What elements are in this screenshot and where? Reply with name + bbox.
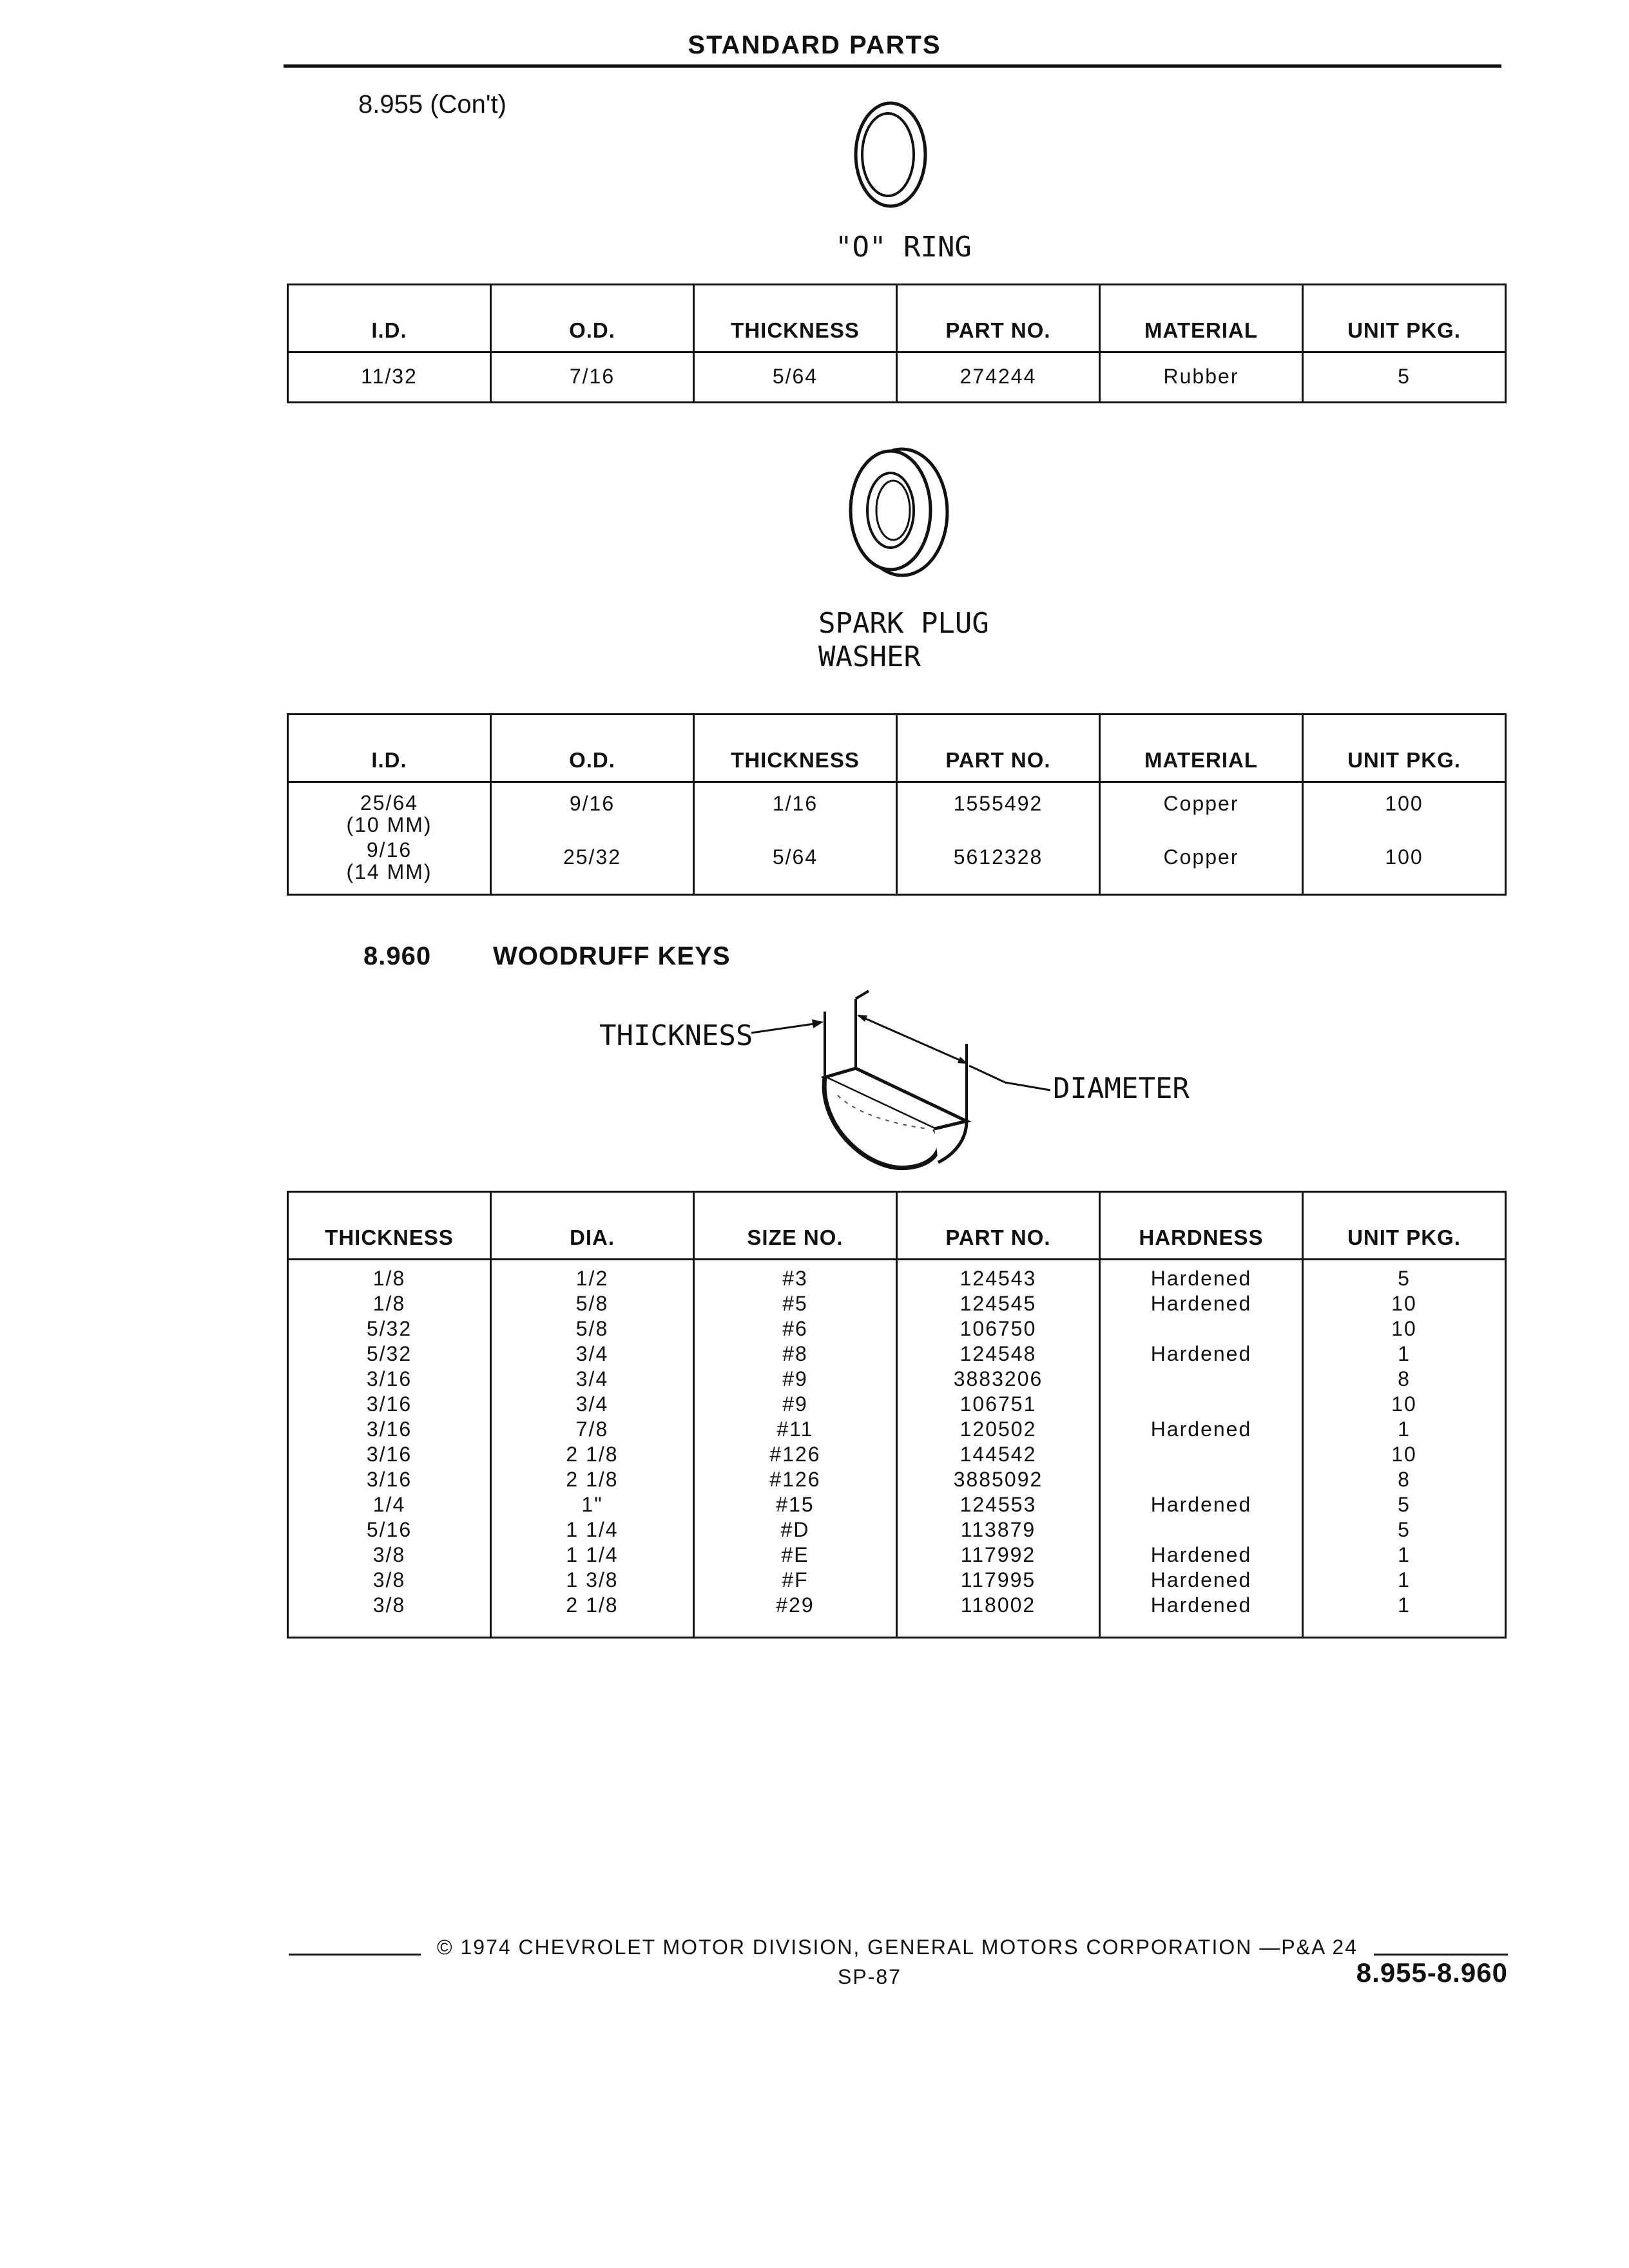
cell-dia: 7/8 — [491, 1417, 694, 1442]
table-row — [288, 1593, 1506, 1638]
cell-size-no: #3 — [694, 1260, 897, 1292]
page-header-title: STANDARD PARTS — [688, 31, 941, 59]
cell-id — [288, 782, 491, 837]
table-row — [288, 1568, 1506, 1593]
section-number: 8.960 — [363, 942, 432, 970]
cell-id — [288, 836, 491, 894]
cell-part-no: 117992 — [897, 1542, 1100, 1568]
cell-hardness: Hardened — [1100, 1417, 1303, 1442]
cell-size-no: #E — [694, 1542, 897, 1568]
cell-part-no: 124543 — [897, 1260, 1100, 1292]
cell-id-note: (14 MM) — [346, 860, 432, 883]
cell-hardness — [1100, 1367, 1303, 1392]
cell-hardness — [1100, 1392, 1303, 1417]
cell-od: 25/32 — [491, 836, 694, 894]
cell-size-no: #F — [694, 1568, 897, 1593]
footer-rule-right — [1374, 1954, 1508, 1956]
cell-thickness: 5/16 — [288, 1517, 491, 1542]
cell-hardness: Hardened — [1100, 1291, 1303, 1316]
cell-size-no: #29 — [694, 1593, 897, 1638]
cell-unit-pkg: 10 — [1303, 1316, 1506, 1341]
table-row — [288, 352, 1506, 403]
cell-size-no: #9 — [694, 1367, 897, 1392]
cell-hardness — [1100, 1442, 1303, 1467]
col-header-id: I.D. — [288, 285, 491, 352]
cell-dia: 1" — [491, 1492, 694, 1517]
cell-dia: 3/4 — [491, 1367, 694, 1392]
cell-part-no: 5612328 — [897, 836, 1100, 894]
table-row — [288, 782, 1506, 837]
col-header-thickness: THICKNESS — [288, 1192, 491, 1260]
spark-plug-washer-illustration — [831, 438, 960, 586]
cell-dia: 3/4 — [491, 1392, 694, 1417]
cell-part-no: 106750 — [897, 1316, 1100, 1341]
table-row — [288, 1442, 1506, 1467]
col-header-hardness: HARDNESS — [1100, 1192, 1303, 1260]
cell-thickness: 1/4 — [288, 1492, 491, 1517]
cell-part-no: 113879 — [897, 1517, 1100, 1542]
cell-dia: 2 1/8 — [491, 1442, 694, 1467]
cell-size-no: #D — [694, 1517, 897, 1542]
o-ring-illustration — [838, 90, 947, 219]
cell-size-no: #9 — [694, 1392, 897, 1417]
cell-thickness: 3/16 — [288, 1467, 491, 1492]
cell-dia: 2 1/8 — [491, 1467, 694, 1492]
table-row — [288, 1542, 1506, 1568]
cell-thickness: 3/8 — [288, 1542, 491, 1568]
woodruff-key-diagram — [747, 986, 1070, 1179]
cell-part-no: 274244 — [897, 352, 1100, 403]
cell-material: Copper — [1100, 782, 1303, 837]
cell-hardness — [1100, 1517, 1303, 1542]
col-header-size-no: SIZE NO. — [694, 1192, 897, 1260]
cell-unit-pkg: 1 — [1303, 1417, 1506, 1442]
cell-thickness: 3/16 — [288, 1367, 491, 1392]
table-row — [288, 1392, 1506, 1417]
header-rule — [284, 64, 1501, 68]
cell-unit-pkg: 5 — [1303, 1517, 1506, 1542]
footer-section-range: 8.955-8.960 — [1356, 1957, 1508, 1988]
footer-copyright: © 1974 CHEVROLET MOTOR DIVISION, GENERAL MOTORS CORPORATION —P&A 24 — [437, 1936, 1358, 1959]
cell-thickness: 1/8 — [288, 1291, 491, 1316]
cell-thickness: 3/16 — [288, 1392, 491, 1417]
col-header-part-no: PART NO. — [897, 715, 1100, 782]
cell-unit-pkg: 5 — [1303, 1260, 1506, 1292]
cell-part-no: 118002 — [897, 1593, 1100, 1638]
cell-unit-pkg: 8 — [1303, 1367, 1506, 1392]
cell-part-no: 120502 — [897, 1417, 1100, 1442]
cell-dia: 1 1/4 — [491, 1542, 694, 1568]
cell-unit-pkg: 10 — [1303, 1442, 1506, 1467]
col-header-part-no: PART NO. — [897, 285, 1100, 352]
cell-part-no: 1555492 — [897, 782, 1100, 837]
cell-hardness: Hardened — [1100, 1593, 1303, 1638]
cell-hardness: Hardened — [1100, 1568, 1303, 1593]
cell-size-no: #126 — [694, 1442, 897, 1467]
o-ring-caption: "O" RING — [835, 231, 972, 264]
cell-hardness: Hardened — [1100, 1260, 1303, 1292]
cell-unit-pkg: 1 — [1303, 1568, 1506, 1593]
spark-plug-washer-table — [287, 713, 1507, 896]
cell-dia: 1 1/4 — [491, 1517, 694, 1542]
woodruff-keys-table — [287, 1191, 1507, 1639]
table-row — [288, 1367, 1506, 1392]
col-header-thickness: THICKNESS — [694, 715, 897, 782]
cell-thickness: 3/16 — [288, 1417, 491, 1442]
cell-size-no: #5 — [694, 1291, 897, 1316]
table-row — [288, 1341, 1506, 1367]
cell-size-no: #126 — [694, 1467, 897, 1492]
cell-unit-pkg: 1 — [1303, 1341, 1506, 1367]
col-header-od: O.D. — [491, 715, 694, 782]
cell-part-no: 124548 — [897, 1341, 1100, 1367]
cell-dia: 2 1/8 — [491, 1593, 694, 1638]
o-ring-table — [287, 284, 1507, 403]
footer-page-code: SP-87 — [838, 1965, 901, 1988]
cell-material: Copper — [1100, 836, 1303, 894]
section-title: WOODRUFF KEYS — [493, 942, 731, 970]
cell-unit-pkg: 5 — [1303, 352, 1506, 403]
col-header-dia: DIA. — [491, 1192, 694, 1260]
col-header-thickness: THICKNESS — [694, 285, 897, 352]
table-row — [288, 1260, 1506, 1292]
cell-part-no: 124553 — [897, 1492, 1100, 1517]
cell-thickness: 1/16 — [694, 782, 897, 837]
cell-unit-pkg: 5 — [1303, 1492, 1506, 1517]
cell-thickness: 5/64 — [694, 352, 897, 403]
cell-id-note: (10 MM) — [346, 813, 432, 836]
cell-unit-pkg: 1 — [1303, 1542, 1506, 1568]
table-row — [288, 1417, 1506, 1442]
cell-part-no: 3885092 — [897, 1467, 1100, 1492]
table-row — [288, 1467, 1506, 1492]
col-header-material: MATERIAL — [1100, 715, 1303, 782]
cell-size-no: #6 — [694, 1316, 897, 1341]
cell-thickness: 3/16 — [288, 1442, 491, 1467]
cell-unit-pkg: 10 — [1303, 1291, 1506, 1316]
washer-caption-line1: SPARK PLUG — [818, 607, 989, 640]
cell-thickness: 5/32 — [288, 1316, 491, 1341]
cell-dia: 3/4 — [491, 1341, 694, 1367]
cell-thickness: 5/32 — [288, 1341, 491, 1367]
cell-id-fraction: 25/64 — [360, 791, 419, 814]
cell-dia: 1 3/8 — [491, 1568, 694, 1593]
cell-id: 11/32 — [288, 352, 491, 403]
cell-unit-pkg: 10 — [1303, 1392, 1506, 1417]
cell-unit-pkg: 8 — [1303, 1467, 1506, 1492]
col-header-unit-pkg: UNIT PKG. — [1303, 285, 1506, 352]
cell-part-no: 3883206 — [897, 1367, 1100, 1392]
footer-rule-left — [289, 1954, 421, 1956]
table-row — [288, 1517, 1506, 1542]
col-header-unit-pkg: UNIT PKG. — [1303, 1192, 1506, 1260]
woodruff-table-body — [288, 1260, 1506, 1638]
cell-hardness: Hardened — [1100, 1542, 1303, 1568]
cell-unit-pkg: 100 — [1303, 836, 1506, 894]
cell-unit-pkg: 1 — [1303, 1593, 1506, 1638]
cell-size-no: #11 — [694, 1417, 897, 1442]
cell-part-no: 144542 — [897, 1442, 1100, 1467]
diagram-label-thickness: THICKNESS — [599, 1019, 753, 1052]
cell-hardness: Hardened — [1100, 1492, 1303, 1517]
cell-dia: 1/2 — [491, 1260, 694, 1292]
section-continued-label: 8.955 (Con't) — [358, 90, 506, 119]
col-header-od: O.D. — [491, 285, 694, 352]
cell-dia: 5/8 — [491, 1316, 694, 1341]
table-row — [288, 836, 1506, 894]
cell-od: 9/16 — [491, 782, 694, 837]
col-header-part-no: PART NO. — [897, 1192, 1100, 1260]
cell-part-no: 117995 — [897, 1568, 1100, 1593]
col-header-unit-pkg: UNIT PKG. — [1303, 715, 1506, 782]
cell-hardness — [1100, 1467, 1303, 1492]
diagram-label-diameter: DIAMETER — [1053, 1072, 1190, 1105]
washer-caption-line2: WASHER — [818, 640, 921, 673]
cell-material: Rubber — [1100, 352, 1303, 403]
col-header-id: I.D. — [288, 715, 491, 782]
cell-thickness: 5/64 — [694, 836, 897, 894]
cell-part-no: 106751 — [897, 1392, 1100, 1417]
cell-id-fraction: 9/16 — [366, 838, 412, 861]
cell-size-no: #8 — [694, 1341, 897, 1367]
cell-dia: 5/8 — [491, 1291, 694, 1316]
cell-size-no: #15 — [694, 1492, 897, 1517]
table-row — [288, 1316, 1506, 1341]
cell-od: 7/16 — [491, 352, 694, 403]
cell-thickness: 3/8 — [288, 1593, 491, 1638]
cell-thickness: 1/8 — [288, 1260, 491, 1292]
cell-hardness — [1100, 1316, 1303, 1341]
cell-hardness: Hardened — [1100, 1341, 1303, 1367]
cell-part-no: 124545 — [897, 1291, 1100, 1316]
col-header-material: MATERIAL — [1100, 285, 1303, 352]
table-row — [288, 1291, 1506, 1316]
table-row — [288, 1492, 1506, 1517]
cell-thickness: 3/8 — [288, 1568, 491, 1593]
cell-unit-pkg: 100 — [1303, 782, 1506, 837]
